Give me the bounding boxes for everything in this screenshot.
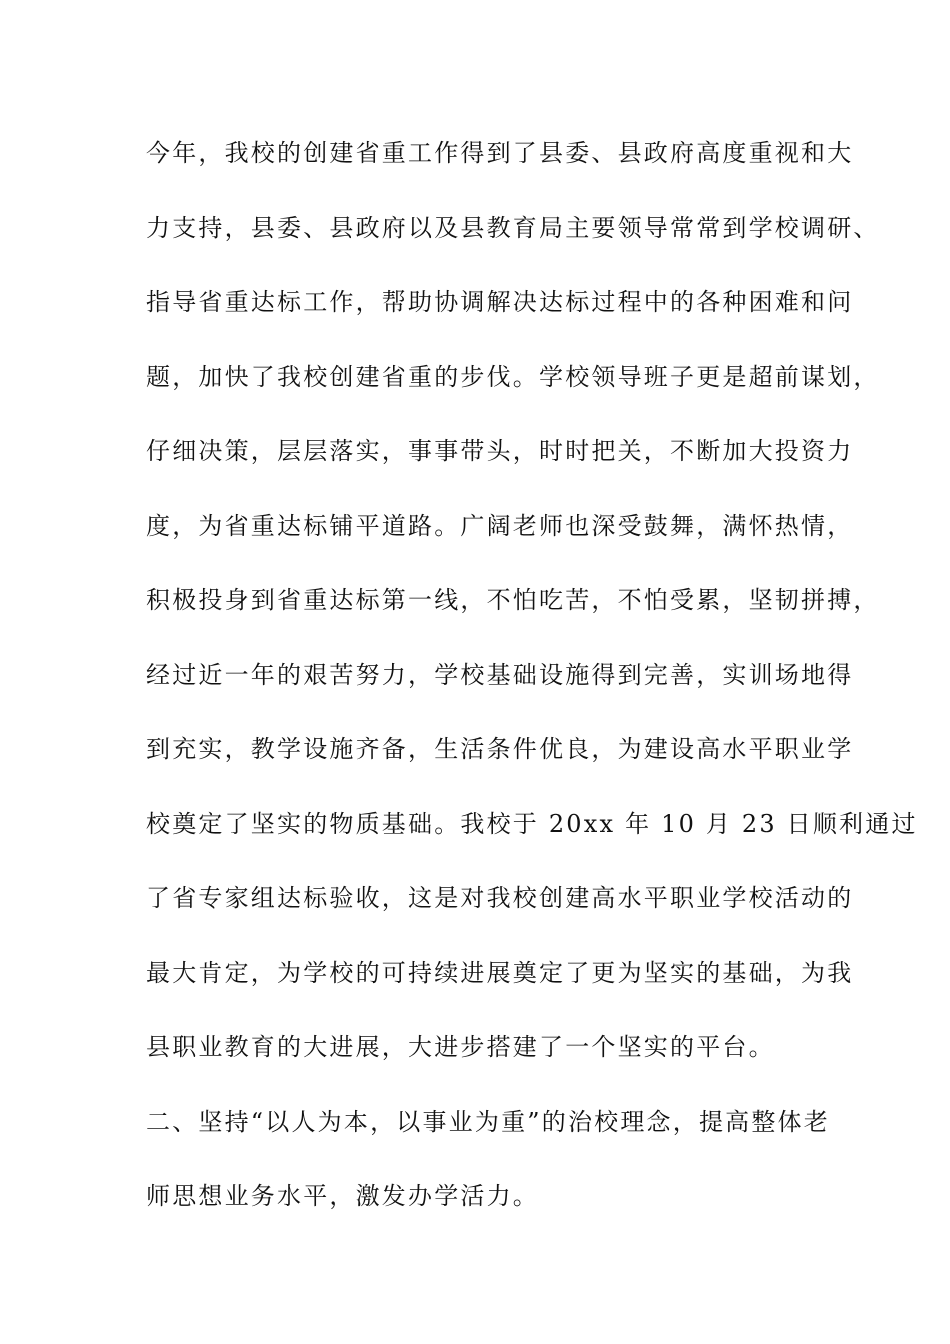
text-line: 仔细决策，层层落实，事事带头，时时把关，不断加大投资力: [146, 437, 854, 465]
text-line: 积极投身到省重达标第一线，不怕吃苦，不怕受累，坚韧拼搏，: [146, 586, 880, 614]
text-line: 经过近一年的艰苦努力，学校基础设施得到完善，实训场地得: [146, 660, 854, 689]
text-line: 了省专家组达标验收，这是对我校创建高水平职业学校活动的: [146, 884, 854, 912]
text-line: 县职业教育的大进展，大进步搭建了一个坚实的平台。: [146, 1033, 775, 1061]
section-heading-continued: 师思想业务水平，激发办学活力。: [146, 1182, 539, 1210]
body-text: [146, 131, 918, 1249]
text-line: 校奠定了坚实的物质基础。我校于 20xx 年 10 月 23 日顺利通过: [146, 809, 918, 838]
text-line: 到充实，教学设施齐备，生活条件优良，为建设高水平职业学: [146, 735, 854, 763]
text-line: 力支持，县委、县政府以及县教育局主要领导常常到学校调研、: [146, 213, 880, 242]
text-line: 最大肯定，为学校的可持续进展奠定了更为坚实的基础，为我: [146, 958, 854, 987]
text-line: 今年，我校的创建省重工作得到了县委、县政府高度重视和大: [146, 139, 854, 167]
text-line: 度，为省重达标铺平道路。广阔老师也深受鼓舞，满怀热情，: [146, 511, 854, 540]
text-line: 题，加快了我校创建省重的步伐。学校领导班子更是超前谋划，: [146, 362, 880, 391]
text-line: 指导省重达标工作，帮助协调解决达标过程中的各种困难和问: [146, 288, 854, 316]
section-heading: 二、坚持“以人为本，以事业为重”的治校理念，提高整体老: [146, 1107, 830, 1136]
